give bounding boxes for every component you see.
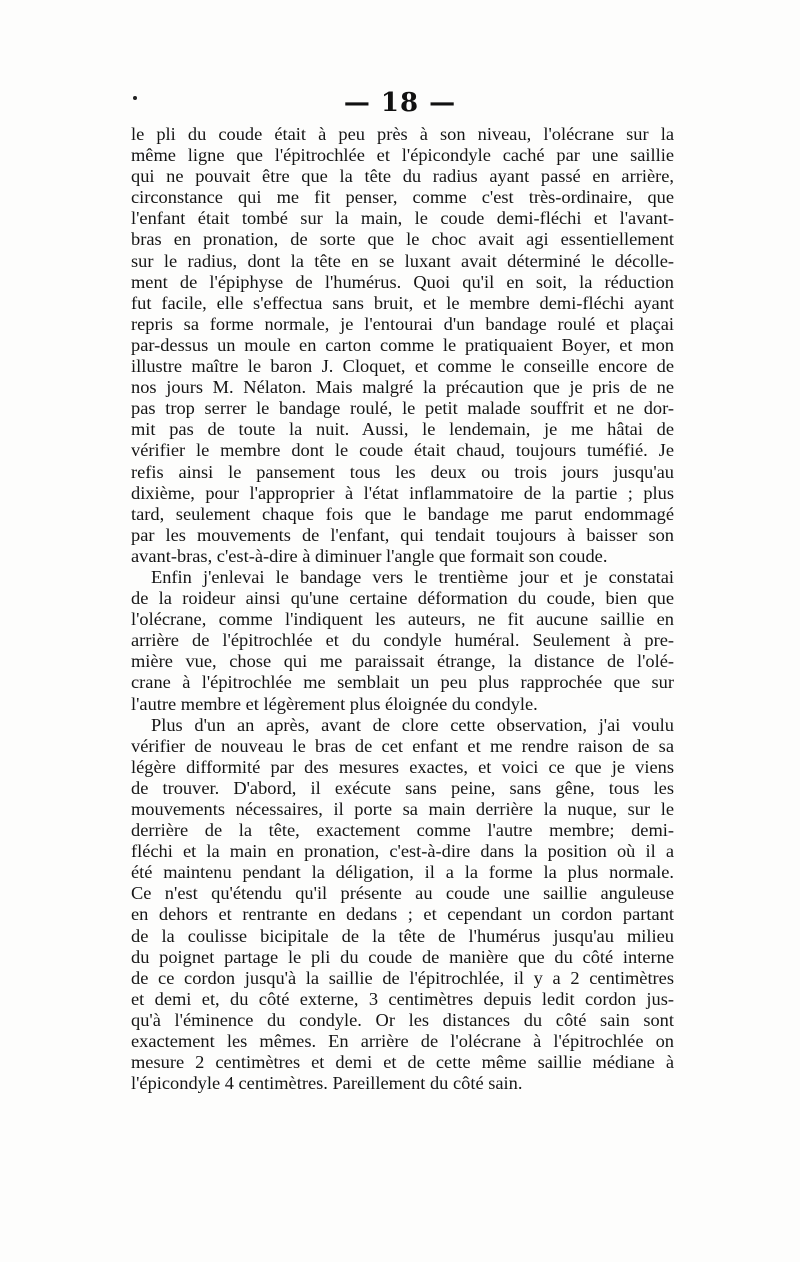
text-line: vérifier le membre dont le coude était chaud, toujours tuméfié. Je [131, 440, 674, 461]
text-line: Plus d'un an après, avant de clore cette observation, j'ai voulu [151, 714, 674, 735]
text-line: Enfin j'enlevai le bandage vers le trentième jour et je constatai [151, 566, 674, 587]
text-line: dixième, pour l'approprier à l'état inflammatoire de la partie ; plus [131, 482, 674, 503]
ink-speck [133, 96, 137, 100]
text-line: mit pas de toute la nuit. Aussi, le lendemain, je me hâtai de [131, 419, 674, 440]
text-line: même ligne que l'épitrochlée et l'épicondyle caché par une saillie [131, 145, 674, 166]
text-line: qu'à l'éminence du condyle. Or les distances du côté sain sont [131, 1009, 674, 1030]
text-line: nos jours M. Nélaton. Mais malgré la précaution que je pris de ne [131, 377, 674, 398]
text-line: le pli du coude était à peu près à son niveau, l'olécrane sur la [131, 124, 674, 144]
text-line: l'épicondyle 4 centimètres. Pareillement du côté sain. [131, 1073, 523, 1094]
text-line: mesure 2 centimètres et demi et de cette même saillie médiane à [131, 1052, 674, 1073]
text-line: arrière de l'épitrochlée et du condyle huméral. Seulement à pre- [131, 630, 674, 651]
text-line: l'autre membre et légèrement plus éloignée du condyle. [131, 693, 538, 714]
text-line: mière vue, chose qui me paraissait étrange, la distance de l'olé- [131, 651, 674, 672]
text-line: mouvements nécessaires, il porte sa main derrière la nuque, sur le [131, 799, 674, 819]
text-line: de la roideur ainsi qu'une certaine déformation du coude, bien que [131, 588, 674, 609]
text-line: exactement les mêmes. En arrière de l'olécrane à l'épitrochlée on [131, 1031, 674, 1052]
text-line: derrière de la tête, exactement comme l'autre membre; demi- [131, 820, 674, 841]
text-line: fléchi et la main en pronation, c'est-à-dire dans la position où il a [131, 841, 674, 862]
body-text [131, 124, 674, 1094]
text-line: par-dessus un moule en carton comme le pratiquaient Boyer, et mon [131, 334, 674, 355]
text-line: avant-bras, c'est-à-dire à diminuer l'angle que formait son coude. [131, 545, 608, 566]
text-line: en dehors et rentrante en dedans ; et cependant un cordon partant [131, 904, 674, 925]
text-line: refis ainsi le pansement tous les deux ou trois jours jusqu'au [131, 461, 674, 482]
page-header [0, 88, 800, 118]
text-line: l'enfant était tombé sur la main, le coude demi-fléchi et l'avant- [131, 208, 674, 229]
text-line: par les mouvements de l'enfant, qui tendait toujours à baisser son [131, 524, 674, 545]
text-line: sur le radius, dont la tête en se luxant avait déterminé le décolle- [131, 250, 674, 271]
text-line: qui ne pouvait être que la tête du radius ayant passé en arrière, [131, 166, 674, 187]
text-line: et demi et, du côté externe, 3 centimètres depuis ledit cordon jus- [131, 988, 674, 1009]
text-line: vérifier de nouveau le bras de cet enfant et me rendre raison de sa [131, 735, 674, 756]
text-line: été maintenu pendant la déligation, il a la forme la plus normale. [131, 862, 674, 883]
text-line: illustre maître le baron J. Cloquet, et comme le conseille encore de [131, 356, 674, 377]
text-line: circonstance qui me fit penser, comme c'est très-ordinaire, que [131, 187, 674, 208]
text-line: crane à l'épitrochlée me semblait un peu plus rapprochée que sur [131, 672, 674, 693]
text-line: de trouver. D'abord, il exécute sans peine, sans gêne, tous les [131, 777, 674, 798]
text-line: fut facile, elle s'effectua sans bruit, et le membre demi-fléchi ayant [131, 292, 674, 313]
text-line: ment de l'épiphyse de l'humérus. Quoi qu'il en soit, la réduction [131, 271, 674, 292]
text-line: du poignet partage le pli du coude de manière que du côté interne [131, 946, 674, 967]
text-line: de ce cordon jusqu'à la saillie de l'épitrochlée, il y a 2 centimètres [131, 967, 674, 988]
text-line: tard, seulement chaque fois que le bandage me parut endommagé [131, 503, 674, 524]
text-line: l'olécrane, comme l'indiquent les auteurs, ne fit aucune saillie en [131, 609, 674, 630]
page-number: — 18 — [343, 88, 457, 118]
text-line: Ce n'est qu'étendu qu'il présente au coude une saillie anguleuse [131, 883, 674, 904]
text-line: de la coulisse bicipitale de la tête de l'humérus jusqu'au milieu [131, 925, 674, 946]
text-line: pas trop serrer le bandage roulé, le petit malade souffrit et ne dor- [131, 398, 674, 419]
text-line: légère difformité par des mesures exactes, et voici ce que je viens [131, 756, 674, 777]
text-line: repris sa forme normale, je l'entourai d'un bandage roulé et plaçai [131, 313, 674, 334]
text-line: bras en pronation, de sorte que le choc avait agi essentiellement [131, 229, 674, 250]
